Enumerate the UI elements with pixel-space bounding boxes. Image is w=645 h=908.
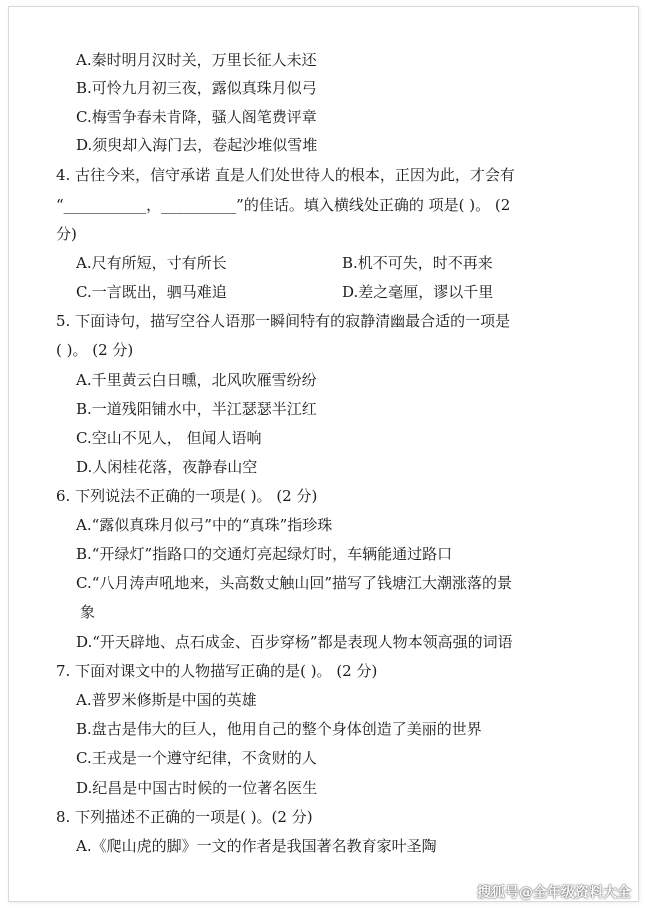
q6-option-c: C.“八月涛声吼地来，头高数丈触山回”描写了钱塘江大潮涨落的景 bbox=[76, 574, 513, 592]
q7-option-c: C.王戎是一个遵守纪律，不贪财的人 bbox=[76, 749, 317, 767]
q4-option-b: B.机不可失，时不再来 bbox=[342, 254, 493, 272]
q4-stem-line2: “___________，__________”的佳话。填入横线处正确的 项是( )。 (2 bbox=[56, 196, 511, 214]
q7-option-a: A.普罗米修斯是中国的英雄 bbox=[76, 691, 257, 709]
q5-stem-line1: 5. 下面诗句，描写空谷人语那一瞬间特有的寂静清幽最合适的一项是 bbox=[56, 312, 511, 330]
q3-option-d: D.须臾却入海门去，卷起沙堆似雪堆 bbox=[76, 136, 318, 154]
q4-option-d: D.差之毫厘，谬以千里 bbox=[342, 283, 494, 301]
q7-option-b: B.盘古是伟大的巨人，他用自己的整个身体创造了美丽的世界 bbox=[76, 720, 482, 738]
q5-option-d: D.人闲桂花落，夜静春山空 bbox=[76, 458, 258, 476]
watermark: 搜狐号@全年级资料大全 bbox=[477, 885, 631, 901]
q6-option-a: A.“露似真珠月似弓”中的“真珠”指珍珠 bbox=[76, 516, 333, 534]
q3-option-c: C.梅雪争春未肯降，骚人阁笔费评章 bbox=[76, 108, 317, 126]
q7-option-d: D.纪昌是中国古时候的一位著名医生 bbox=[76, 779, 318, 797]
q3-option-b: B.可怜九月初三夜，露似真珠月似弓 bbox=[76, 79, 317, 97]
q6-option-b: B.“开绿灯”指路口的交通灯亮起绿灯时，车辆能通过路口 bbox=[76, 545, 453, 563]
q5-option-a: A.千里黄云白日曛，北风吹雁雪纷纷 bbox=[76, 371, 317, 389]
q7-stem: 7. 下面对课文中的人物描写正确的是( )。 (2 分) bbox=[56, 662, 378, 680]
q4-option-a: A.尺有所短，寸有所长 bbox=[76, 254, 227, 272]
q4-stem-line3: 分) bbox=[56, 225, 77, 243]
q5-option-b: B.一道残阳铺水中，半江瑟瑟半江红 bbox=[76, 400, 317, 418]
q3-option-a: A.秦时明月汉时关，万里长征人未还 bbox=[76, 51, 317, 69]
q8-option-a: A.《爬山虎的脚》一文的作者是我国著名教育家叶圣陶 bbox=[76, 837, 437, 855]
q6-option-d: D.“开天辟地、点石成金、百步穿杨”都是表现人物本领高强的词语 bbox=[76, 633, 513, 651]
q5-option-c: C.空山不见人， 但闻人语响 bbox=[76, 429, 262, 447]
q6-stem: 6. 下列说法不正确的一项是( )。 (2 分) bbox=[56, 487, 318, 505]
q5-stem-line2: ( )。 (2 分) bbox=[56, 341, 134, 359]
q4-stem-line1: 4. 古往今来，信守承诺 直是人们处世待人的根本，正因为此，才会有 bbox=[56, 166, 515, 184]
q6-option-c-cont: 象 bbox=[80, 603, 96, 621]
q8-stem: 8. 下列描述不正确的一项是( )。(2 分) bbox=[56, 808, 313, 826]
q4-option-c: C.一言既出，驷马难追 bbox=[76, 283, 227, 301]
